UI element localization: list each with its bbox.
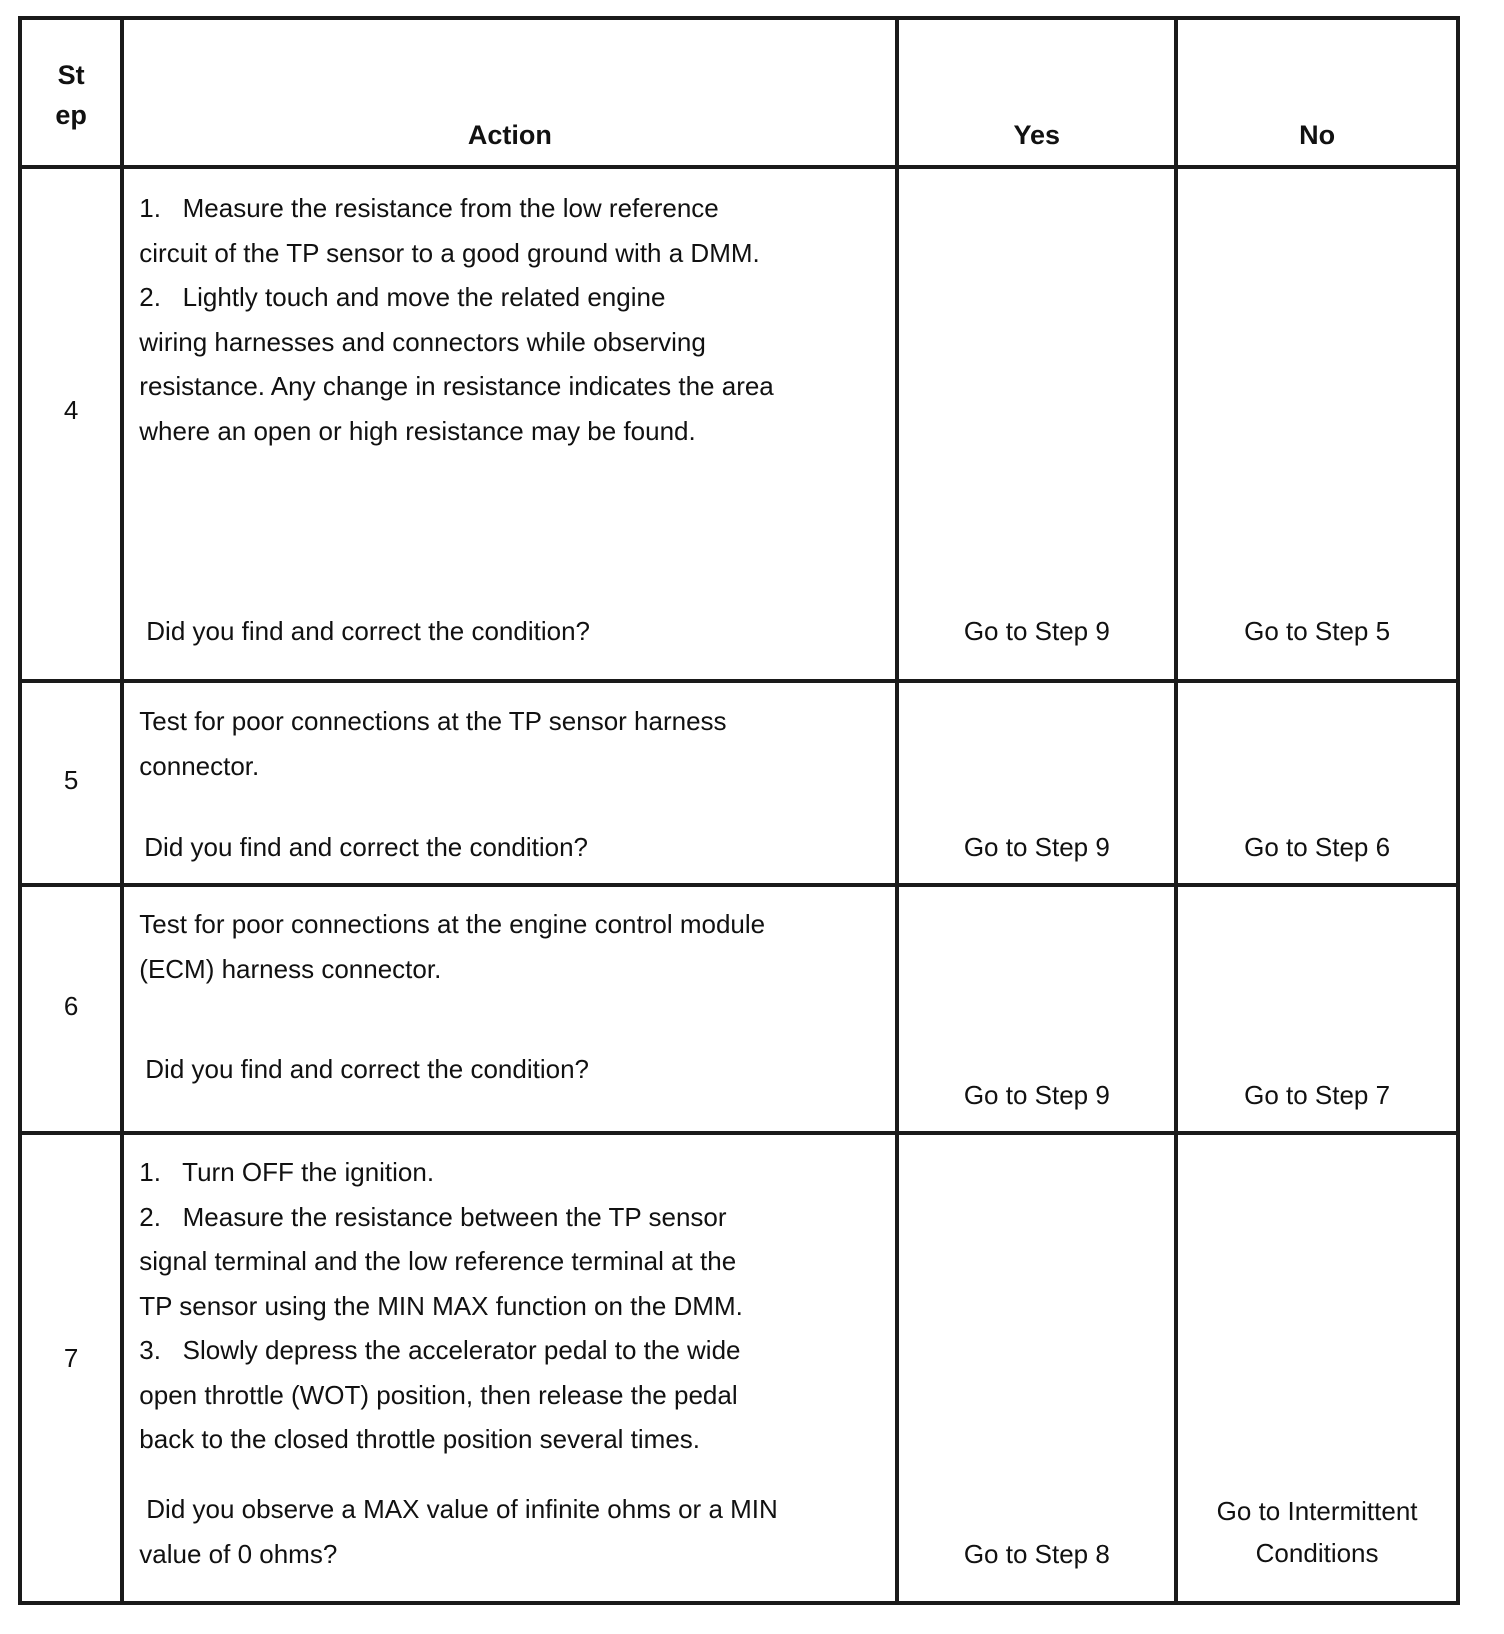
question-line: value of 0 ohms? <box>139 1538 338 1569</box>
action-line: connector. <box>139 750 260 781</box>
action-cell <box>122 681 897 885</box>
yes-cell <box>897 1133 1176 1603</box>
action-line: 2. Measure the resistance between the TP sensor <box>139 1201 727 1232</box>
action-line: 1. Measure the resistance from the low reference <box>139 193 719 223</box>
step-number: 5 <box>63 765 79 795</box>
action-question: Did you find and correct the condition? <box>146 616 590 646</box>
header-action <box>122 18 897 167</box>
step-cell <box>20 885 122 1133</box>
action-question: Did you find and correct the condition? <box>144 832 588 862</box>
action-line: 1. Turn OFF the ignition. <box>139 1157 435 1187</box>
action-text <box>139 902 885 991</box>
action-cell <box>122 1133 897 1603</box>
step-number: 6 <box>63 991 79 1021</box>
yes-cell <box>897 167 1176 681</box>
action-text <box>139 699 885 788</box>
header-step-line-1: St <box>57 59 85 90</box>
no-cell <box>1176 885 1458 1133</box>
action-line: 2. Lightly touch and move the related engine <box>139 282 666 312</box>
table-row <box>20 167 1458 681</box>
header-row <box>20 18 1458 167</box>
yes-cell <box>897 681 1176 885</box>
action-line: Test for poor connections at the TP sensor harness <box>139 706 727 736</box>
yes-outcome: Go to Step 9 <box>963 1080 1110 1110</box>
action-line: TP sensor using the MIN MAX function on the DMM. <box>139 1290 743 1321</box>
header-yes-label: Yes <box>1013 120 1061 150</box>
action-cell <box>122 885 897 1133</box>
table-row <box>20 681 1458 885</box>
action-line: (ECM) harness connector. <box>139 953 442 984</box>
header-action-label: Action <box>467 120 552 150</box>
no-cell <box>1176 167 1458 681</box>
no-cell <box>1176 681 1458 885</box>
action-text <box>139 186 885 453</box>
action-line: back to the closed throttle position several times. <box>139 1424 701 1454</box>
table-row <box>20 1133 1458 1603</box>
action-line: signal terminal and the low reference terminal at the <box>139 1246 737 1276</box>
action-line: 3. Slowly depress the accelerator pedal to the wide <box>139 1335 741 1365</box>
question-line: Did you observe a MAX value of infinite ohms or a MIN <box>146 1494 778 1524</box>
header-step-line-2: ep <box>55 99 87 130</box>
action-question <box>139 1487 885 1576</box>
action-text <box>139 1150 885 1462</box>
header-no <box>1176 18 1458 167</box>
no-cell <box>1176 1133 1458 1603</box>
header-no-label: No <box>1299 120 1336 150</box>
step-cell <box>20 167 122 681</box>
action-question: Did you find and correct the condition? <box>145 1054 589 1084</box>
yes-outcome: Go to Step 9 <box>963 616 1110 646</box>
action-line: open throttle (WOT) position, then release the pedal <box>139 1379 738 1410</box>
table-row <box>20 885 1458 1133</box>
no-outcome-line: Conditions <box>1255 1538 1379 1568</box>
yes-cell <box>897 885 1176 1133</box>
step-number: 4 <box>63 395 79 425</box>
no-outcome <box>1178 1490 1456 1574</box>
action-line: wiring harnesses and connectors while observing <box>139 326 706 357</box>
no-outcome: Go to Step 7 <box>1244 1080 1391 1110</box>
action-line: circuit of the TP sensor to a good ground with a DMM. <box>139 237 760 268</box>
action-line: where an open or high resistance may be found. <box>139 415 696 446</box>
step-cell <box>20 1133 122 1603</box>
header-step <box>20 18 122 167</box>
action-line: Test for poor connections at the engine control module <box>139 909 766 939</box>
diagnostic-table <box>18 16 1460 1605</box>
no-outcome-line: Go to Intermittent <box>1216 1496 1418 1526</box>
yes-outcome: Go to Step 9 <box>963 832 1110 862</box>
step-cell <box>20 681 122 885</box>
no-outcome: Go to Step 5 <box>1244 616 1391 646</box>
action-cell <box>122 167 897 681</box>
step-number: 7 <box>63 1343 79 1373</box>
header-yes <box>897 18 1176 167</box>
yes-outcome: Go to Step 8 <box>963 1539 1110 1569</box>
no-outcome: Go to Step 6 <box>1244 832 1391 862</box>
action-line: resistance. Any change in resistance indicates the area <box>139 371 774 401</box>
